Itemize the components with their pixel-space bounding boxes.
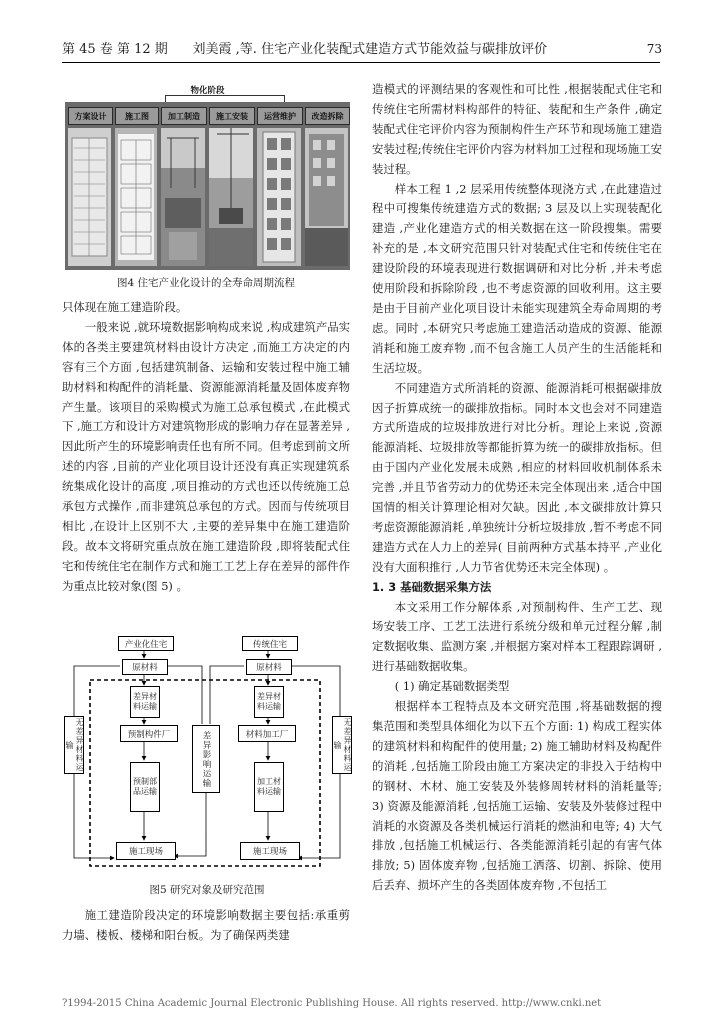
raw-material-right: 原材料 <box>246 659 292 675</box>
figure-5-caption: 图5 研究对象及研究范围 <box>149 884 265 896</box>
figure-4-caption: 图4 住宅产业化设计的全寿命周期流程 <box>116 277 296 289</box>
phase-bracket <box>165 95 285 102</box>
material-plant: 材料加工厂 <box>238 725 296 742</box>
no-diff-transport-right: 无差异材料运输 <box>333 718 352 772</box>
paragraph: 不同建造方式所消耗的资源、能源消耗可根据碳排放因子折算成统一的碳排放指标。同时本文也会对不同建造方式所造成的垃圾排放进行对比分析。理论上来说 ,资源能源消耗、垃圾排放等都能折算为统一的碳排放指标。但由于国内产业化发展未成熟 ,相应的材料回收机制体系未完善 ,并且节省劳动力的优势还未完全体现出来 ,适合中国国情的相关计算理论相对欠缺。因此 ,本文碳排放计算只考虑资源能源消耗 ,单独统计分析垃圾排放 ,暂不考虑不同建造方式在人力上的差异( 目前两种方式基本持平 ,产业化没有大面积推行 ,人力节省优势还未完全体现) 。 <box>372 380 662 574</box>
page-number: 73 <box>646 42 662 56</box>
figure-4 <box>65 84 350 270</box>
photo-construction-drawing <box>115 128 157 266</box>
photo-scheme-design <box>68 128 111 266</box>
stage-construction-drawing: 施工图 <box>115 107 159 125</box>
stage-scheme-design: 方案设计 <box>68 107 113 125</box>
no-diff-transport-left: 无差异材料运输 <box>65 718 84 772</box>
paragraph: 施工建造阶段决定的环境影响数据主要包括:承重剪力墙、楼板、楼梯和阳台板。为了确保两类建 <box>62 908 350 942</box>
diff-process-transport: 差异影响运输 <box>192 725 220 793</box>
precast-transport: 预制部品运输 <box>130 762 160 812</box>
diff-transport-right: 差异材料运输 <box>254 686 284 718</box>
header-rule <box>62 62 660 63</box>
stage-operation: 运营维护 <box>257 107 303 125</box>
photo-manufacturing <box>161 128 205 266</box>
paragraph: 只体现在施工建造阶段。 <box>62 300 188 314</box>
paragraph: 造模式的评测结果的客观性和可比性 ,根据装配式住宅和传统住宅所需材料构部件的特征、装配和生产条件 ,确定装配式住宅评价内容为预制构件生产环节和现场施工建造安装过程;传统住宅评价内容为材料加工过程和现场施工安装过程。 <box>372 82 662 176</box>
page-header <box>62 38 662 60</box>
journal-issue: 第 45 卷 第 12 期 刘美霞 ,等. 住宅产业化装配式建造方式节能效益与碳排放评价 <box>62 42 548 57</box>
phase-label: 物化阶段 <box>190 86 225 96</box>
site-left: 施工现场 <box>116 842 176 860</box>
copyright-footer: ?1994-2015 China Academic Journal Electronic Publishing House. All rights reserved. http://www.cnki.net <box>62 998 602 1009</box>
paragraph: 根据样本工程特点及本文研究范围 ,将基础数据的搜集范围和类型具体细化为以下五个方面: 1) 构成工程实体的建筑材料和构配件的使用量; 2) 施工辅助材料及构配件的消耗 ,包括施工阶段由施工方案决定的非投入于结构中的钢材、木材、施工安装及外装修周转材料的消耗量等; 3) 资源及能源消耗 ,包括施工运输、安装及外装修过程中消耗的水资源及各类机械运行消耗的燃油和电等; 4) 大气排放 ,包括施工机械运行、各类能源消耗引起的有害气体排放; 5) 固体废弃物 ,包括施工洒落、切割、拆除、使用后丢弃、损坏产生的各类固体废弃物 ,不包括工 <box>372 699 662 893</box>
diff-transport-left: 差异材料运输 <box>130 686 160 718</box>
right-column <box>372 80 662 896</box>
process-material-transport: 加工材料运输 <box>254 762 284 812</box>
stage-demolition: 改造拆除 <box>305 107 350 125</box>
stage-installation: 施工安装 <box>209 107 255 125</box>
left-column-upper <box>62 298 350 597</box>
paragraph: 本文采用工作分解体系 ,对预制构件、生产工艺、现场安装工序、工艺工法进行系统分级和单元过程分解 ,制定数据收集、监测方案 ,并根据方案对样本工程跟踪调研 ,进行基础数据收集。 <box>372 599 662 674</box>
paragraph: 一般来说 ,就环境数据影响构成来说 ,构成建筑产品实体的各类主要建筑材料由设计方决定 ,而施工方决定的内容有三个方面 ,包括建筑制备、运输和安装过程中施工辅助材料和构配件的消耗量、资源能源消耗量及固体废弃物产生量。该项目的采购模式为施工总承包模式 ,在此模式下 ,施工方和设计方对建筑物形成的影响力存在显著差异 ,因此所产生的环境影响责任也有所不同。但考虑到前文所述的内容 ,目前的产业化项目设计还没有真正实现建筑系统集成化设计的高度 ,项目推动的方式也还以传统施工总承包方式操作 ,而非建筑总承包的方式。因而与传统项目相比 ,在设计上区别不大 ,主要的差异集中在施工建造阶段。故本文将研究重点放在施工建造阶段 ,即将装配式住宅和传统住宅在制作方式和施工工艺上存在差异的部件作为重点比较对象(图 5) 。 <box>62 319 350 593</box>
site-right: 施工现场 <box>240 842 300 860</box>
title-prefab-housing: 产业化住宅 <box>118 636 174 651</box>
raw-material-left: 原材料 <box>122 659 168 675</box>
running-title: 刘美霞 ,等. 住宅产业化装配式建造方式节能效益与碳排放评价 <box>192 42 548 57</box>
subheading: ( 1) 确定基础数据类型 <box>394 679 510 694</box>
stage-manufacturing: 加工制造 <box>161 107 207 125</box>
title-traditional-housing: 传统住宅 <box>242 636 298 651</box>
left-column-lower <box>62 906 350 946</box>
photo-operation <box>257 128 301 266</box>
section-heading: 1. 3 基础数据采集方法 <box>372 579 492 594</box>
figure-5 <box>62 632 352 876</box>
precast-plant: 预制构件厂 <box>120 725 178 742</box>
paragraph: 样本工程 1 ,2 层采用传统整体现浇方式 ,在此建造过程中可搜集传统建造方式的数据; 3 层及以上实现装配化建造 ,产业化建造方式的相关数据在这一阶段搜集。需要补充的是 ,本文研究范围只针对装配式住宅和传统住宅在建设阶段的环境表现进行数据调研和对比分析 ,并未考虑使用阶段和拆除阶段 ,也不考虑资源的回收利用。这主要是由于目前产业化项目设计未能实现建筑全寿命周期的考虑。同时 ,本研究只考虑施工建造活动造成的资源、能源消耗和施工废弃物 ,而不包含施工人员产生的生活能耗和生活垃圾。 <box>372 181 662 375</box>
photo-installation <box>209 128 253 266</box>
photo-demolition <box>305 128 348 266</box>
